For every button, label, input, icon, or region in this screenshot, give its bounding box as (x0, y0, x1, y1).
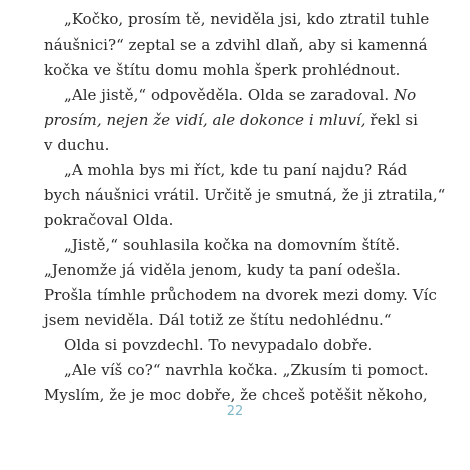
text-span: řekl si (365, 111, 418, 129)
text-line: Olda si povzdechl. To nevypadalo dobře. (64, 336, 373, 354)
text-line: v duchu. (44, 136, 110, 154)
text-line: „Ale víš co?“ navrhla kočka. „Zkusím ti pomoct. (64, 361, 429, 379)
text-line: Prošla tímhle průchodem na dvorek mezi domy. Víc (44, 286, 437, 304)
text-line: pokračoval Olda. (44, 211, 174, 229)
text-span: „Ale jistě,“ odpověděla. Olda se zaradoval. (64, 86, 394, 104)
text-line: „Jenomže já viděla jenom, kudy ta paní odešla. (44, 261, 401, 279)
text-line: „Kočko, prosím tě, neviděla jsi, kdo ztratil tuhle (64, 10, 430, 28)
italic-text-span: No (393, 86, 417, 104)
text-line: kočka ve štítu domu mohla šperk prohlédnout. (44, 61, 401, 79)
text-line: Myslím, že je moc dobře, že chceš potěšit někoho, (44, 386, 428, 404)
page-number: 22 (226, 404, 244, 419)
text-line (64, 85, 416, 105)
text-line: jsem neviděla. Dál totiž ze štítu nedohlédnu.“ (44, 311, 392, 329)
text-line (44, 110, 418, 130)
text-line: bych náušnici vrátil. Určitě je smutná, že ji ztratila,“ (44, 186, 446, 204)
text-line: náušnici?“ zeptal se a zdvihl dlaň, aby si kamenná (44, 36, 428, 54)
text-line: „Jistě,“ souhlasila kočka na domovním štítě. (64, 236, 401, 254)
text-line: „A mohla bys mi říct, kde tu paní najdu? Rád (64, 161, 408, 179)
italic-text-span: prosím, nejen že vidí, ale dokonce i mluví, (44, 111, 366, 129)
